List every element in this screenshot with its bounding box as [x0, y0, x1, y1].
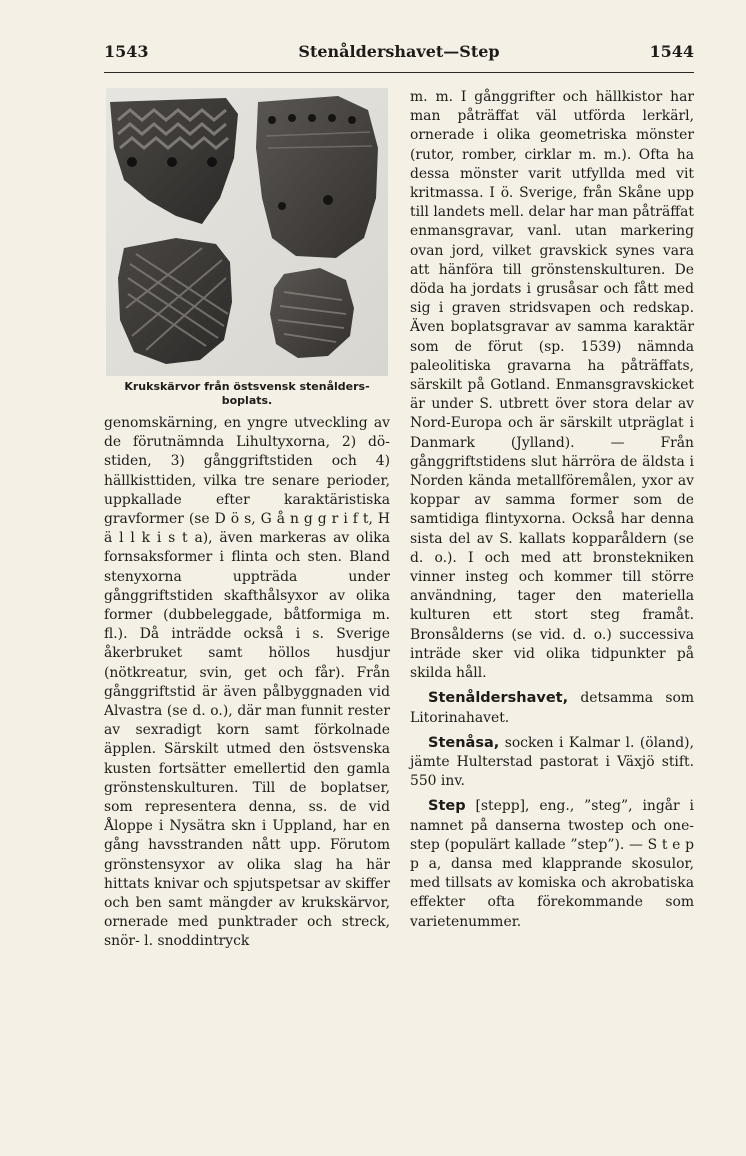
- left-column: [104, 88, 390, 952]
- right-page-number: 1544: [649, 42, 694, 61]
- caption-line-2: boplats.: [221, 394, 273, 407]
- entry-step: [410, 797, 694, 931]
- entry-stenasa-text: socken i Kalmar l. (öland), jämte Hulterstad pastorat i Växjö stift. 550 inv.: [410, 734, 694, 790]
- entry-stenasa-head: Stenåsa,: [428, 734, 500, 751]
- shard-bottom-left: [118, 238, 232, 364]
- right-column: [410, 88, 694, 932]
- pottery-shards-photo: [106, 88, 388, 376]
- right-column-intro: m. m. I gånggrifter och hällkistor har man påträffat väl utförda lerkärl, ornerade i olika geometriska mönster (rutor, romber, cirklar m. m.). Ofta ha dessa mönster varit utfyllda med vit kritmassa. I ö. Sverige, från Skåne upp till landets mell. delar har man påträffat enmansgravar, vanl. utan markering ovan jord, vilket gravskick synes vara att hänföra till grönstenskulturen. De döda ha jordats i grusåsar och fått med sig i graven stridsvapen och redskap. Även boplatsgravar av samma karaktär som de förut (sp. 1539) nämnda paleolitiska gravarna ha påträffats, särskilt på Gotland. Enmansgravskicket är under S. utbrett över stora delar av Nord-Europa och är särskilt utpräglat i Danmark (Jylland). — Från gånggriftstidens slut härröra de äldsta i Norden kända metallföremålen, yxor av koppar av samma former som de samtidiga flintyxorna. Också har denna sista del av S. kallats kopparåldern (se d. o.). I och med att bronstekniken vinner insteg och kommer till större användning, tager den materiella kulturen ett stort steg framåt. Bronsålderns (se vid. d. o.) successiva inträde sker vid olika tidpunkter på skilda håll.: [410, 89, 694, 682]
- shard-top-right: [256, 96, 378, 258]
- pottery-shards-figure: [106, 88, 388, 376]
- entry-stenaldershavet: [410, 689, 694, 727]
- running-title: Stenåldershavet—Step: [298, 42, 500, 61]
- caption-line-1: Krukskärvor från östsvensk stenålders-: [124, 380, 370, 393]
- entry-stenaldershavet-text: detsamma som Litorinahavet.: [410, 690, 694, 726]
- entry-step-head: Step: [428, 798, 466, 815]
- header-rule: [104, 72, 694, 73]
- left-column-text: genomskärning, en yngre utveckling av de förutnämnda Lihultyxorna, 2) döstiden, 3) gånggriftstiden och 4) hällkisttiden, vilka tre senare perioder, uppkallade efter karaktäristiska gravformer (se D ö s, G å n g g r i f t, H ä l l k i s t a), även markeras av olika fornsaksformer i flinta och sten. Bland stenyxorna uppträda under gånggriftstiden skafthålsyxor av olika former (dubbeleggade, båtformiga m. fl.). Då inträdde också i s. Sverige åkerbruket samt höllos husdjur (nötkreatur, svin, get och får). Från gånggriftstid är även pålbyggnaden vid Alvastra (se d. o.), där man funnit rester av sexradigt korn samt förkolnade äpplen. Särskilt utmed den östsvenska kusten fortsätter emellertid den gamla grönstenskulturen. Till de boplatser, som representera denna, ss. de vid Åloppe i Nysätra skn i Uppland, har en gång havsstranden nått upp. Förutom grönstensyxor av olika slag ha här hittats knivar och spjutspetsar av skiffer och ben samt mängder av krukskärvor, ornerade med punktrader och streck, snör- l. snoddintryck: [104, 415, 390, 950]
- entry-stenaldershavet-head: Stenåldershavet,: [428, 690, 569, 707]
- entry-stenasa: [410, 734, 694, 792]
- left-page-number: 1543: [104, 42, 149, 61]
- page-header: [104, 42, 694, 70]
- entry-step-text: [stepp], eng., ”steg”, ingår i namnet på danserna twostep och one-step (populärt kallade ”step”). — S t e p p a, dansa med klapprande skosulor, med tillsats av komiska och akrobatiska effekter ofta förekommande som varietenummer.: [410, 798, 694, 930]
- figure-caption: [104, 380, 390, 408]
